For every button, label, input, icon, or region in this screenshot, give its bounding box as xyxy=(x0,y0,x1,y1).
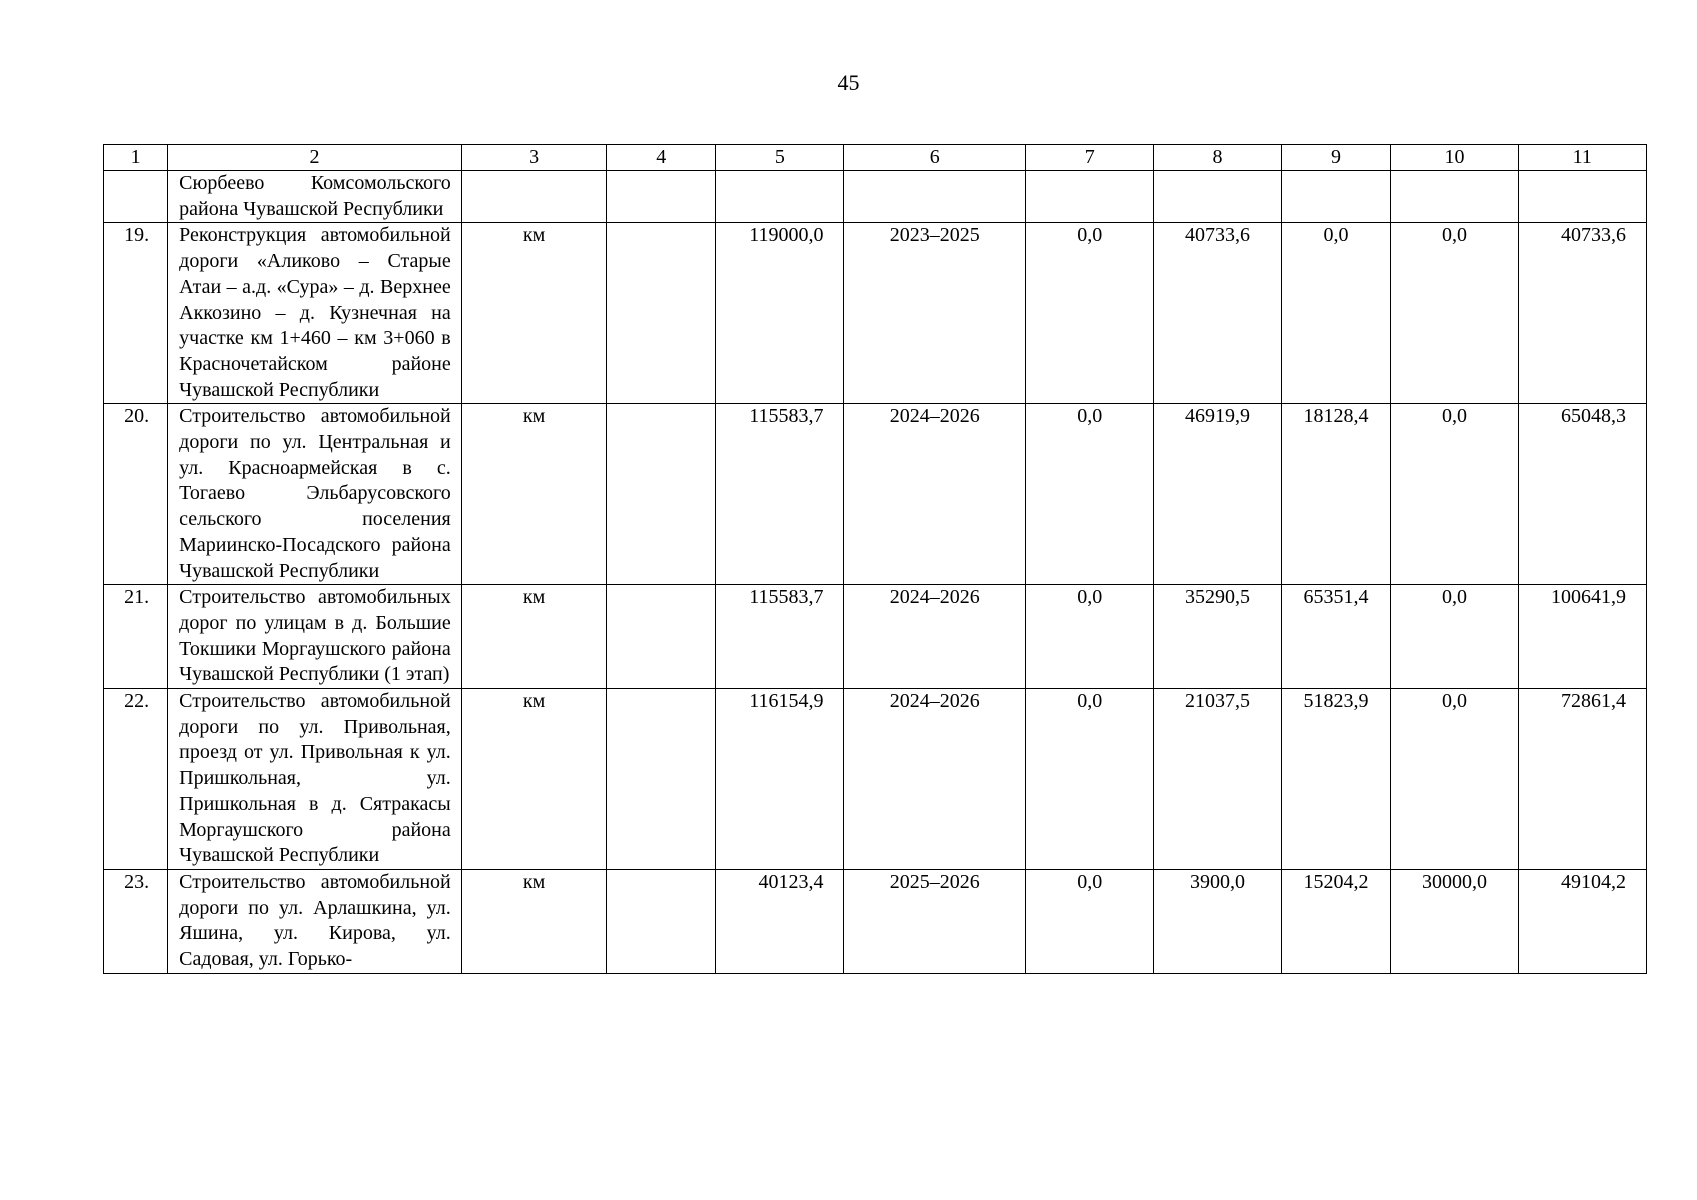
row-number: 19. xyxy=(104,223,168,404)
col9-cell: 0,0 xyxy=(1281,223,1391,404)
header-cell: 9 xyxy=(1281,145,1391,171)
unit-cell: км xyxy=(461,585,607,689)
col4-cell xyxy=(607,171,716,223)
col8-cell xyxy=(1154,171,1281,223)
unit-cell: км xyxy=(461,689,607,870)
col4-cell xyxy=(607,869,716,973)
table-row xyxy=(104,689,1647,870)
unit-cell: км xyxy=(461,404,607,585)
header-cell: 8 xyxy=(1154,145,1281,171)
header-cell: 11 xyxy=(1518,145,1646,171)
col8-cell: 40733,6 xyxy=(1154,223,1281,404)
col7-cell xyxy=(1026,171,1154,223)
col10-cell: 0,0 xyxy=(1391,404,1518,585)
col10-cell: 0,0 xyxy=(1391,689,1518,870)
col11-cell: 65048,3 xyxy=(1518,404,1646,585)
table-row xyxy=(104,223,1647,404)
header-cell: 7 xyxy=(1026,145,1154,171)
object-name: Сюрбеево Комсомольского района Чувашской Республики xyxy=(168,171,462,223)
col9-cell: 65351,4 xyxy=(1281,585,1391,689)
table-row xyxy=(104,404,1647,585)
header-cell: 4 xyxy=(607,145,716,171)
col11-cell: 40733,6 xyxy=(1518,223,1646,404)
header-cell: 6 xyxy=(844,145,1026,171)
page-number: 45 xyxy=(837,70,860,95)
col8-cell: 21037,5 xyxy=(1154,689,1281,870)
table-header-row xyxy=(104,145,1647,171)
header-cell: 1 xyxy=(104,145,168,171)
period-cell: 2024–2026 xyxy=(844,689,1026,870)
col11-cell: 72861,4 xyxy=(1518,689,1646,870)
col4-cell xyxy=(607,689,716,870)
header-cell: 5 xyxy=(716,145,844,171)
col5-cell: 116154,9 xyxy=(716,689,844,870)
col5-cell: 115583,7 xyxy=(716,404,844,585)
col9-cell: 18128,4 xyxy=(1281,404,1391,585)
col11-cell: 100641,9 xyxy=(1518,585,1646,689)
col9-cell: 15204,2 xyxy=(1281,869,1391,973)
col5-cell xyxy=(716,171,844,223)
object-name: Реконструкция автомобильной дороги «Аликово – Старые Атаи – а.д. «Сура» – д. Верхнее Аккозино – д. Кузнечная на участке км 1+460 – км 3+060 в Красночетайском районе Чувашской Республики xyxy=(168,223,462,404)
col5-cell: 115583,7 xyxy=(716,585,844,689)
col5-cell: 40123,4 xyxy=(716,869,844,973)
object-name: Строительство автомобильной дороги по ул. Привольная, проезд от ул. Привольная к ул. Пришкольная, ул. Пришкольная в д. Сятракасы Моргаушского района Чувашской Республики xyxy=(168,689,462,870)
col10-cell xyxy=(1391,171,1518,223)
col7-cell: 0,0 xyxy=(1026,404,1154,585)
col7-cell: 0,0 xyxy=(1026,585,1154,689)
table-row xyxy=(104,171,1647,223)
col11-cell: 49104,2 xyxy=(1518,869,1646,973)
row-number: 21. xyxy=(104,585,168,689)
unit-cell: км xyxy=(461,223,607,404)
col5-cell: 119000,0 xyxy=(716,223,844,404)
unit-cell: км xyxy=(461,869,607,973)
row-number: 23. xyxy=(104,869,168,973)
col8-cell: 35290,5 xyxy=(1154,585,1281,689)
object-name: Строительство автомобильных дорог по улицам в д. Большие Токшики Моргаушского района Чувашской Республики (1 этап) xyxy=(168,585,462,689)
row-number: 22. xyxy=(104,689,168,870)
unit-cell xyxy=(461,171,607,223)
col10-cell: 0,0 xyxy=(1391,223,1518,404)
table-row xyxy=(104,585,1647,689)
col4-cell xyxy=(607,404,716,585)
col4-cell xyxy=(607,585,716,689)
col4-cell xyxy=(607,223,716,404)
col8-cell: 46919,9 xyxy=(1154,404,1281,585)
period-cell: 2024–2026 xyxy=(844,585,1026,689)
col9-cell: 51823,9 xyxy=(1281,689,1391,870)
col10-cell: 0,0 xyxy=(1391,585,1518,689)
period-cell xyxy=(844,171,1026,223)
header-cell: 10 xyxy=(1391,145,1518,171)
col7-cell: 0,0 xyxy=(1026,689,1154,870)
header-cell: 2 xyxy=(168,145,462,171)
col9-cell xyxy=(1281,171,1391,223)
object-name: Строительство автомобильной дороги по ул. Арлашкина, ул. Яшина, ул. Кирова, ул. Садовая, ул. Горько- xyxy=(168,869,462,973)
col7-cell: 0,0 xyxy=(1026,869,1154,973)
row-number xyxy=(104,171,168,223)
row-number: 20. xyxy=(104,404,168,585)
col11-cell xyxy=(1518,171,1646,223)
object-name: Строительство автомобильной дороги по ул. Центральная и ул. Красноармейская в с. Тогаево Эльбарусовского сельского поселения Мариинско-Посадского района Чувашской Республики xyxy=(168,404,462,585)
data-table xyxy=(103,144,1647,974)
table-row xyxy=(104,869,1647,973)
col10-cell: 30000,0 xyxy=(1391,869,1518,973)
period-cell: 2024–2026 xyxy=(844,404,1026,585)
col7-cell: 0,0 xyxy=(1026,223,1154,404)
period-cell: 2025–2026 xyxy=(844,869,1026,973)
col8-cell: 3900,0 xyxy=(1154,869,1281,973)
period-cell: 2023–2025 xyxy=(844,223,1026,404)
header-cell: 3 xyxy=(461,145,607,171)
